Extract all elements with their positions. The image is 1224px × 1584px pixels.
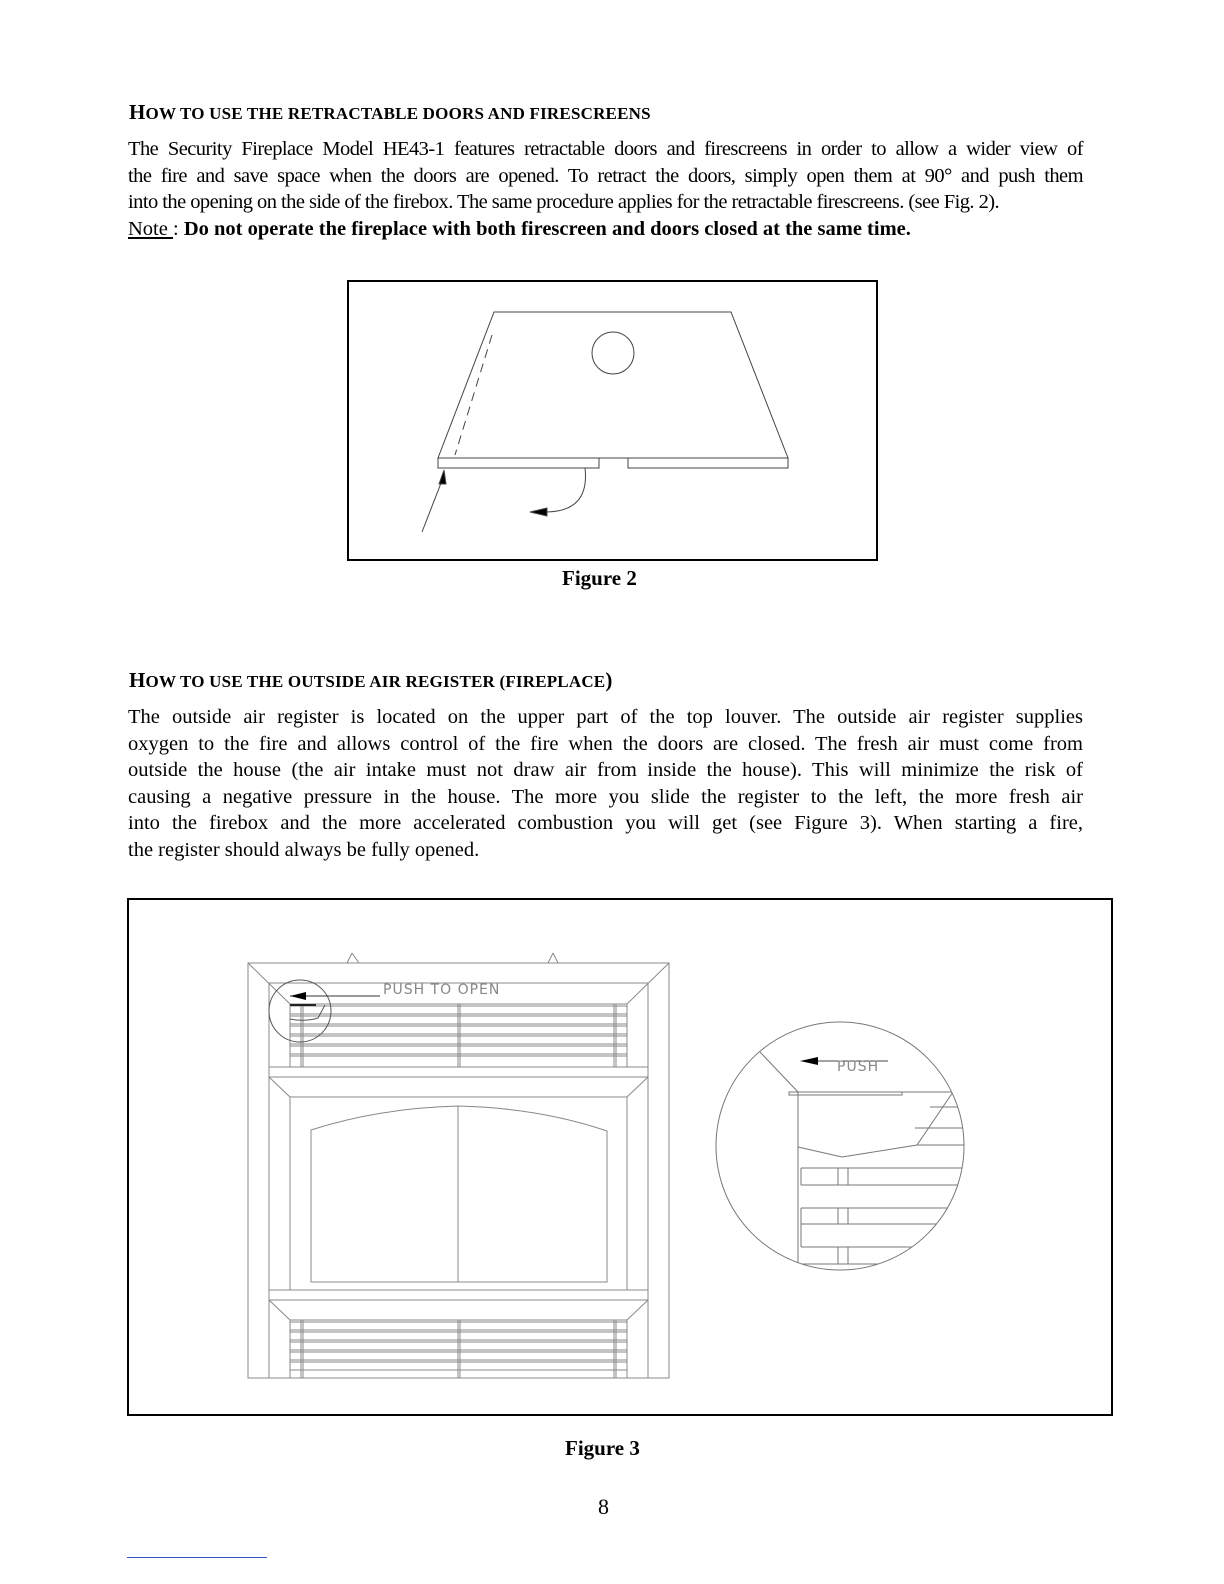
arrow-head-icon: [530, 508, 547, 516]
heading-text: OW TO USE THE RETRACTABLE DOORS AND FIRESCREENS: [145, 104, 651, 123]
bottom-louver: [290, 1320, 627, 1378]
top-tabs: [347, 953, 558, 963]
top-louver: [290, 1004, 627, 1067]
swing-arrow-curve: [545, 468, 586, 512]
figure-3-frame: [128, 899, 1112, 1415]
push-arrow-line: [422, 478, 443, 532]
text-line: into the opening on the side of the firebox. The same procedure applies for the retractable firescreens. (see Fig. 2).: [128, 191, 1000, 214]
flue-circle: [592, 332, 634, 374]
text-line: outside the house (the air intake must not draw air from inside the house). This will minimize the risk of: [128, 759, 1083, 782]
figure-2-caption: Figure 2: [562, 566, 637, 590]
heading-initial: H: [129, 100, 146, 124]
arrow-left-icon: [290, 992, 306, 1000]
dashed-guide-line: [455, 335, 492, 455]
text-line: the register should always be fully opened.: [128, 838, 480, 861]
arrow-head-icon: [439, 470, 446, 484]
text-line: the fire and save space when the doors are opened. To retract the doors, simply open them at 90° and push them: [128, 164, 1083, 187]
footnote-separator: [127, 1557, 267, 1558]
firebox-trapezoid: [438, 312, 788, 458]
note-label: Note: [128, 217, 173, 240]
text-line: causing a negative pressure in the house. The more you slide the register to the left, the more fresh air: [128, 785, 1083, 808]
page-number: 8: [598, 1494, 609, 1519]
detail-magnified-view: [716, 1022, 970, 1280]
heading-text-paren: FIREPLACE: [505, 672, 606, 691]
text-line: The outside air register is located on the upper part of the top louver. The outside air register supplies: [128, 706, 1083, 728]
figure-3-air-register-diagram: [128, 899, 1112, 1415]
heading-close: ): [605, 668, 613, 692]
door-panel-left: [438, 458, 599, 468]
figure-2-retractable-door-diagram: [348, 281, 877, 560]
text-line: The Security Fireplace Model HE43-1 features retractable doors and firescreens in order to allow a wider view of: [128, 138, 1083, 160]
push-label: PUSH: [837, 1059, 880, 1075]
note-colon: :: [172, 217, 184, 240]
figure-3-caption: Figure 3: [565, 1436, 640, 1460]
heading-text: OW TO USE THE OUTSIDE AIR REGISTER (: [145, 672, 506, 691]
note-warning: Do not operate the fireplace with both firescreen and doors closed at the same time.: [183, 217, 911, 240]
fireplace-doors: [311, 1106, 607, 1282]
heading-initial: H: [129, 668, 146, 692]
push-to-open-label: PUSH TO OPEN: [383, 982, 501, 998]
arrow-left-icon: [800, 1057, 818, 1065]
text-line: into the firebox and the more accelerated combustion you will get (see Figure 3). When starting a fire,: [128, 812, 1083, 835]
door-panel-right: [628, 458, 788, 468]
text-line: oxygen to the fire and allows control of the fire when the doors are closed. The fresh air must come from: [128, 732, 1083, 755]
